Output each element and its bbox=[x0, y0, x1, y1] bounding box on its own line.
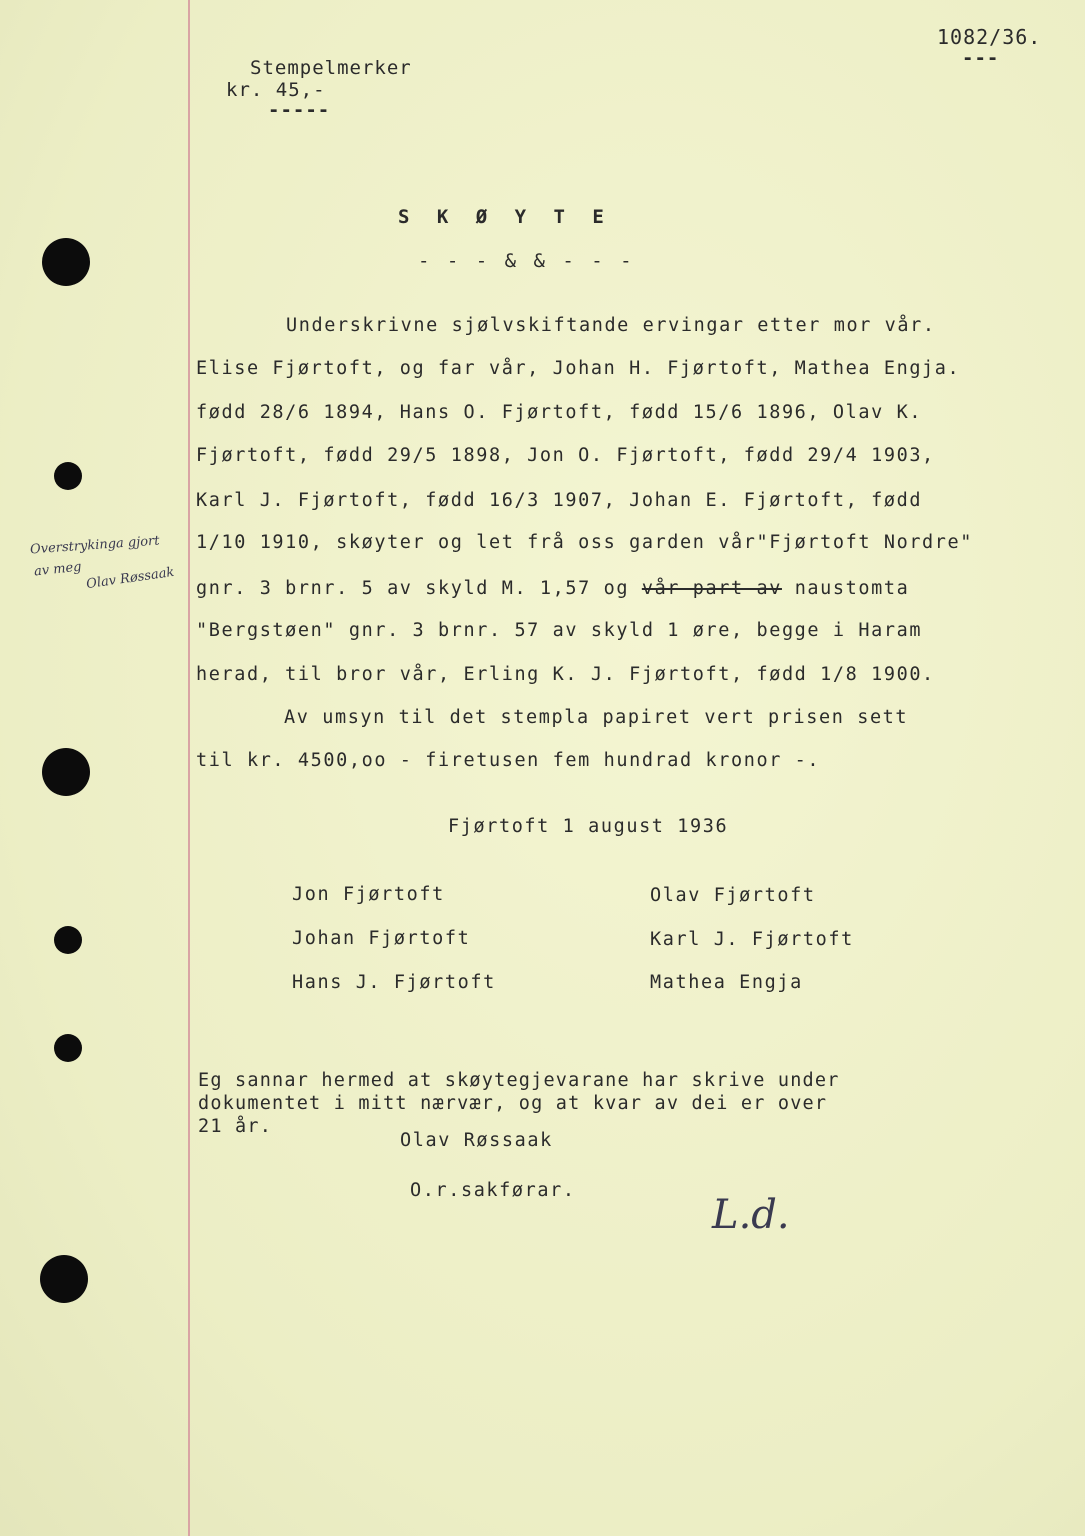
body-line-segment: naustomta bbox=[781, 578, 910, 599]
body-line: til kr. 4500,oo - firetusen fem hundrad kronor -. bbox=[196, 750, 821, 771]
punch-hole bbox=[40, 1255, 88, 1303]
document-number: 1082/36. bbox=[937, 25, 1042, 49]
place-date: Fjørtoft 1 august 1936 bbox=[448, 816, 729, 837]
body-line: fødd 28/6 1894, Hans O. Fjørtoft, fødd 15/6 1896, Olav K. bbox=[196, 402, 923, 423]
stamp-label: Stempelmerker bbox=[250, 57, 412, 79]
signature-right: Mathea Engja bbox=[650, 972, 803, 993]
witness-title: O.r.sakførar. bbox=[410, 1180, 576, 1201]
certification-line: Eg sannar hermed at skøytegjevarane har skrive under bbox=[198, 1070, 840, 1091]
stamp-amount: kr. 45,- bbox=[226, 79, 326, 101]
signature-right: Karl J. Fjørtoft bbox=[650, 929, 854, 950]
struck-text: vår part av bbox=[641, 578, 782, 599]
title-ornament: - - - & & - - - bbox=[418, 250, 635, 272]
body-line: herad, til bror vår, Erling K. J. Fjørtoft, fødd 1/8 1900. bbox=[196, 664, 935, 685]
body-line: Underskrivne sjølvskiftande ervingar etter mor vår. bbox=[286, 315, 936, 336]
signature-right: Olav Fjørtoft bbox=[650, 885, 816, 906]
witness-name: Olav Røssaak bbox=[400, 1130, 553, 1151]
body-line: 1/10 1910, skøyter og let frå oss garden vår"Fjørtoft Nordre" bbox=[196, 532, 974, 553]
margin-note: Olav Røssaak bbox=[85, 564, 176, 593]
margin-rule bbox=[188, 0, 190, 1536]
handwritten-initials: L.d. bbox=[712, 1192, 790, 1238]
punch-hole bbox=[54, 1034, 82, 1062]
body-line-with-strikeout bbox=[196, 578, 909, 599]
certification-line: 21 år. bbox=[198, 1116, 273, 1137]
punch-hole bbox=[42, 238, 90, 286]
margin-note: av meg bbox=[33, 559, 83, 580]
stamp-rule: ----- bbox=[268, 99, 331, 121]
signature-left: Hans J. Fjørtoft bbox=[292, 972, 496, 993]
signature-left: Jon Fjørtoft bbox=[292, 884, 445, 905]
punch-hole bbox=[42, 748, 90, 796]
document-number-rule: --- bbox=[962, 47, 1000, 69]
margin-note: Overstrykinga gjort bbox=[29, 533, 160, 558]
document-title: S K Ø Y T E bbox=[398, 206, 612, 228]
body-line: Elise Fjørtoft, og far vår, Johan H. Fjørtoft, Mathea Engja. bbox=[196, 358, 961, 379]
body-line: Fjørtoft, fødd 29/5 1898, Jon O. Fjørtoft, fødd 29/4 1903, bbox=[196, 445, 935, 466]
body-line: Av umsyn til det stempla papiret vert prisen sett bbox=[284, 707, 909, 728]
body-line: Karl J. Fjørtoft, fødd 16/3 1907, Johan E. Fjørtoft, fødd bbox=[196, 490, 923, 511]
body-line-segment: gnr. 3 brnr. 5 av skyld M. 1,57 og bbox=[196, 578, 642, 599]
certification-line: dokumentet i mitt nærvær, og at kvar av dei er over bbox=[198, 1093, 828, 1114]
punch-hole bbox=[54, 926, 82, 954]
punch-hole bbox=[54, 462, 82, 490]
signature-left: Johan Fjørtoft bbox=[292, 928, 471, 949]
body-line: "Bergstøen" gnr. 3 brnr. 57 av skyld 1 øre, begge i Haram bbox=[196, 620, 923, 641]
